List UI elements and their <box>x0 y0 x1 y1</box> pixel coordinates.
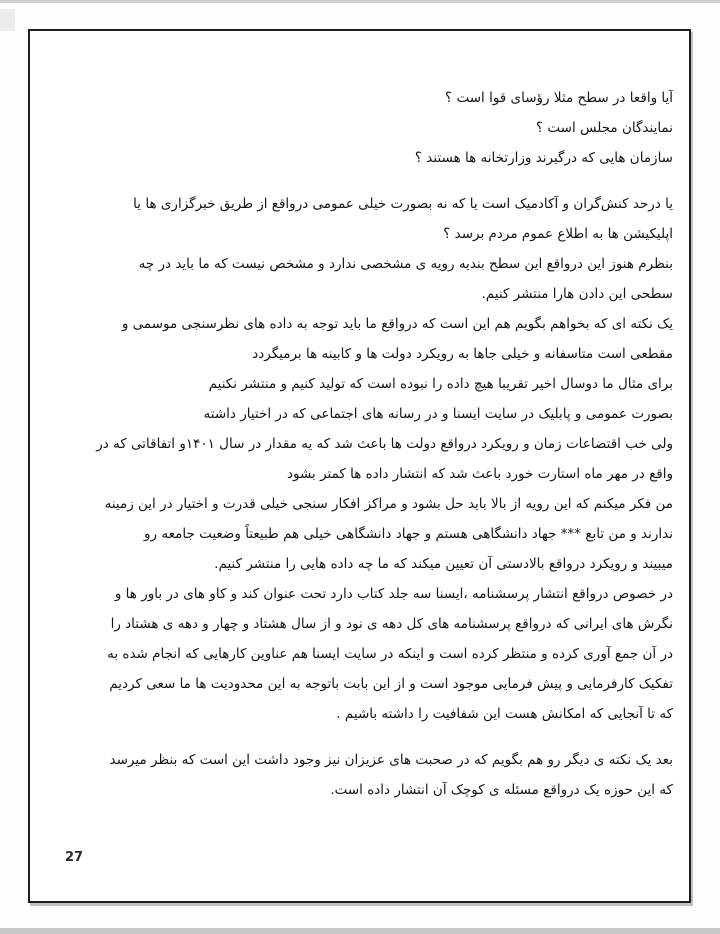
text-line: بعد یک نکته ی دیگر رو هم بگویم که در صحبت های عزیزان نیز وجود داشت این است که بنظر میرسد <box>109 752 673 768</box>
document-text-block <box>68 83 673 805</box>
paragraph-closing-note <box>68 745 673 805</box>
text-line: برای مثال ما دوسال اخیر تقریبا هیچ داده را نبوده است که تولید کنیم و منتشر نکنیم <box>208 376 673 392</box>
text-line: یا درحد کنش‌گران و آکادمیک است یا که نه بصورت خیلی عمومی درواقع از طریق خبرگزاری ها یا <box>133 196 673 212</box>
text-line: اپلیکیشن ها به اطلاع عموم مردم برسد ؟ <box>443 226 673 242</box>
text-line: ندارند و من تابع *** جهاد دانشگاهی هستم و جهاد دانشگاهی خیلی هم طبیعتاً وضعیت جامعه رو <box>144 526 673 542</box>
scan-edge-strip-bottom <box>0 928 720 934</box>
text-line: میبیند و رویکرد درواقع بالادستی آن تعیین میکند که ما چه داده هایی را منتشر کنیم. <box>214 556 673 572</box>
text-line: که این حوزه یک درواقع مسئله ی کوچک آن انتشار داده است. <box>330 782 673 798</box>
text-line: در خصوص درواقع انتشار پرسشنامه ،ایسنا سه جلد کتاب دارد تحت عنوان کند و کاو های در باور ها و <box>114 586 673 602</box>
text-line: بصورت عمومی و پابلیک در سایت ایسنا و در رسانه های اجتماعی که در اختیار داشته <box>203 406 673 422</box>
scan-corner-smudge <box>0 9 15 31</box>
text-line: بنظرم هنوز این درواقع این سطح بندیه رویه ی مشخصی ندارد و مشخص نیست که ما باید در چه <box>138 256 673 272</box>
text-line: سازمان هایی که درگیرند وزارتخانه ها هستند ؟ <box>414 150 673 166</box>
text-line: آیا واقعا در سطح مثلا رؤسای قوا است ؟ <box>445 90 673 106</box>
text-line: یک نکته ای که بخواهم بگویم هم این است که درواقع ما باید توجه به داده های نظرسنجی موسمی و <box>121 316 673 332</box>
paragraph-main <box>68 189 673 729</box>
text-line: واقع در مهر ماه استارت خورد باعث شد که انتشار داده ها کمتر بشود <box>287 466 673 482</box>
text-line: نگرش های ایرانی که درواقع پرسشنامه های کل دهه ی نود و از سال هشتاد و چهار و دهه ی هشتاد را <box>110 616 673 632</box>
paragraph-questions <box>68 83 673 173</box>
text-line: ولی خب اقتضاعات زمان و رویکرد درواقع دولت ها باعث شد که یه مقدار در سال ۱۴۰۱و اتفاقاتی که در <box>96 436 673 452</box>
text-line: که تا آنجایی که امکانش هست این شفافیت را داشته باشیم . <box>336 706 673 722</box>
document-page <box>28 29 691 903</box>
text-line: مقطعی است متاسفانه و خیلی جاها به رویکرد دولت ها و کابینه ها برمیگردد <box>252 346 673 362</box>
text-line: تفکیک کارفرمایی و پیش فرمایی موجود است و از این بابت باتوجه به این محدودیت ها ما سعی کردیم <box>109 676 673 692</box>
text-line: سطحی این دادن هارا منتشر کنیم. <box>481 286 673 302</box>
scan-edge-strip-top <box>0 0 720 3</box>
page-number: 27 <box>65 850 84 865</box>
text-line: من فکر میکنم که این رویه از بالا باید حل بشود و مراکز افکار سنجی خیلی قدرت و اختیار در این زمینه <box>104 496 673 512</box>
text-line: نمایندگان مجلس است ؟ <box>535 120 673 136</box>
text-line: در آن جمع آوری کرده و منتظر کرده است و اینکه در سایت ایسنا هم عناوین کارهایی که انجام شده به <box>107 646 673 662</box>
